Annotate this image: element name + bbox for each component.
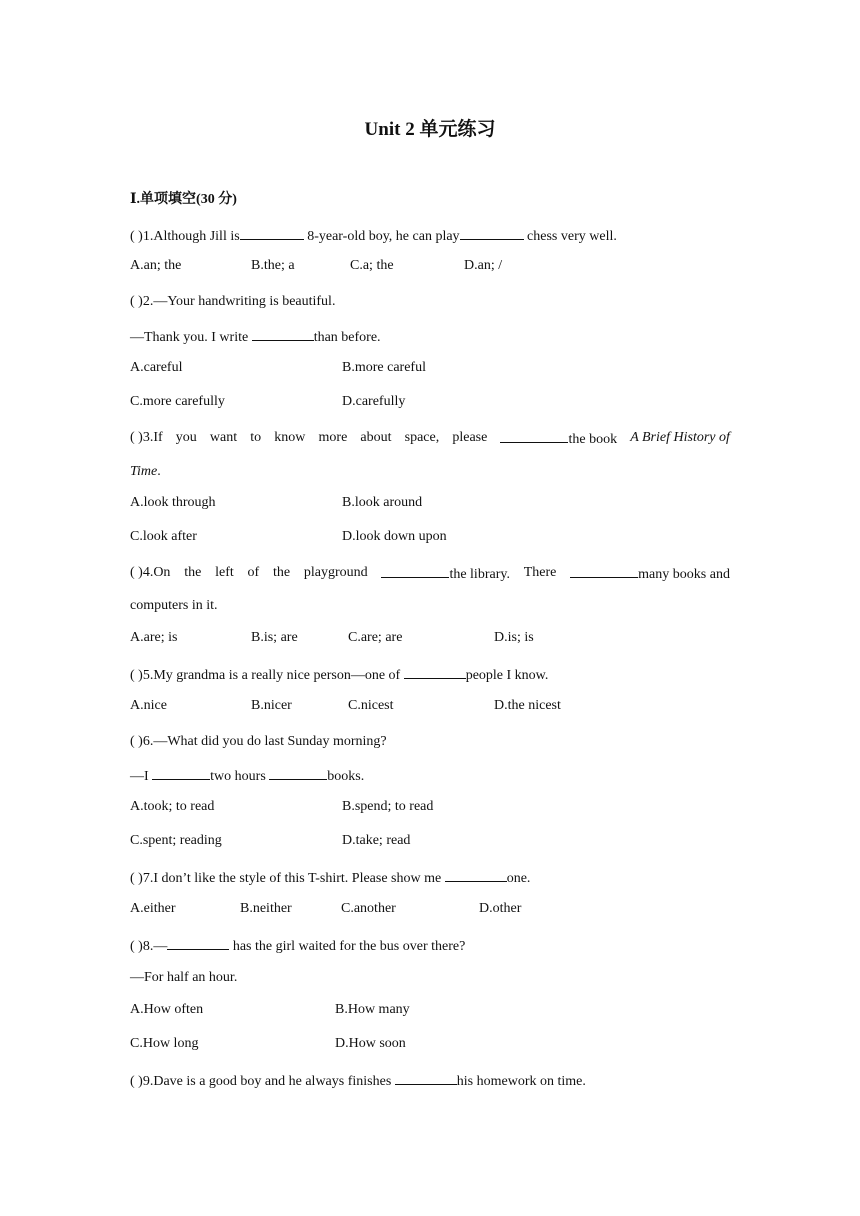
question-text: the book	[568, 432, 618, 447]
option-a: A.look through	[130, 495, 216, 510]
question-word: ( )4.On	[130, 565, 171, 580]
option-a: A.took; to read	[130, 799, 215, 814]
question-4-cont: computers in it.	[130, 598, 218, 613]
question-text: 7.I don’t like the style of this T-shirt. Please show me	[142, 871, 445, 886]
question-8	[130, 935, 730, 957]
option-a: A.How often	[130, 1002, 204, 1017]
answer-paren[interactable]: ( )	[130, 229, 143, 244]
question-word: of	[247, 565, 260, 580]
question-2-response	[130, 326, 730, 348]
question-text: —I	[130, 769, 153, 784]
option-b: B.more careful	[342, 360, 426, 375]
option-a: A.nice	[130, 698, 167, 713]
question-text: has the girl waited for the bus over there?	[229, 939, 466, 954]
option-b: B.How many	[335, 1002, 410, 1017]
question-text: the library.	[449, 567, 510, 582]
answer-blank	[500, 428, 568, 443]
answer-blank	[269, 765, 327, 780]
answer-paren[interactable]: ( )	[130, 871, 143, 886]
question-word: left	[215, 565, 234, 580]
question-word: know	[274, 430, 306, 445]
option-b: B.nicer	[251, 698, 292, 713]
answer-blank	[252, 326, 314, 341]
answer-blank	[460, 225, 524, 240]
question-4	[130, 563, 730, 585]
question-9	[130, 1070, 730, 1092]
option-a: A.careful	[130, 360, 183, 375]
answer-paren[interactable]: ( )	[130, 1074, 143, 1089]
answer-blank	[167, 935, 229, 950]
question-word: playground	[303, 565, 368, 580]
option-b: B.spend; to read	[342, 799, 434, 814]
question-word: about	[360, 430, 392, 445]
option-b: B.is; are	[251, 630, 298, 645]
question-word: space,	[404, 430, 440, 445]
option-d: D.other	[479, 901, 522, 916]
question-word: There	[523, 565, 557, 580]
question-text: 8.—	[142, 939, 168, 954]
option-b: B.the; a	[251, 258, 295, 273]
option-c: C.are; are	[348, 630, 403, 645]
question-5	[130, 664, 730, 686]
option-c: C.a; the	[350, 258, 394, 273]
question-text: 2.—Your handwriting is beautiful.	[142, 294, 336, 309]
question-word: please	[452, 430, 488, 445]
option-b: B.neither	[240, 901, 292, 916]
answer-blank	[152, 765, 210, 780]
question-text: 5.My grandma is a really nice person—one of	[142, 668, 404, 683]
option-a: A.either	[130, 901, 176, 916]
question-word: the	[184, 565, 202, 580]
option-c: C.spent; reading	[130, 833, 222, 848]
answer-blank	[240, 225, 304, 240]
question-text: two hours	[210, 769, 270, 784]
option-b: B.look around	[342, 495, 423, 510]
option-d: D.How soon	[335, 1036, 406, 1051]
section-heading: Ⅰ.单项填空(30 分)	[130, 192, 237, 207]
question-text: —Thank you. I write	[130, 330, 252, 345]
question-word: want	[209, 430, 238, 445]
question-8-response: —For half an hour.	[130, 970, 238, 985]
answer-blank	[381, 563, 449, 578]
option-d: D.look down upon	[342, 529, 447, 544]
question-text: one.	[506, 871, 531, 886]
question-word: to	[250, 430, 262, 445]
question-text: chess very well.	[523, 229, 617, 244]
answer-blank	[404, 664, 466, 679]
question-text: .	[157, 464, 161, 479]
answer-paren[interactable]: ( )	[130, 668, 143, 683]
question-word: the	[273, 565, 291, 580]
option-c: C.nicest	[348, 698, 394, 713]
option-a: A.are; is	[130, 630, 178, 645]
option-c: C.another	[341, 901, 396, 916]
question-text: people I know.	[465, 668, 549, 683]
question-text: books.	[327, 769, 365, 784]
question-text: 9.Dave is a good boy and he always finishes	[142, 1074, 395, 1089]
question-6-response	[130, 765, 730, 787]
answer-blank	[395, 1070, 457, 1085]
question-word: you	[175, 430, 197, 445]
option-d: D.take; read	[342, 833, 411, 848]
option-c: C.look after	[130, 529, 197, 544]
answer-paren[interactable]: ( )	[130, 734, 143, 749]
question-text: 6.—What did you do last Sunday morning?	[142, 734, 387, 749]
option-d: D.is; is	[494, 630, 534, 645]
question-1	[130, 225, 730, 247]
option-d: D.the nicest	[494, 698, 561, 713]
option-d: D.an; /	[464, 258, 503, 273]
option-c: C.more carefully	[130, 394, 225, 409]
answer-paren[interactable]: ( )	[130, 294, 143, 309]
page-title: Unit 2 单元练习	[364, 119, 496, 140]
answer-blank	[445, 867, 507, 882]
question-word: ( )3.If	[130, 430, 163, 445]
book-title: Time	[130, 464, 158, 479]
question-text: his homework on time.	[456, 1074, 586, 1089]
question-7	[130, 867, 730, 889]
option-d: D.carefully	[342, 394, 406, 409]
question-text: than before.	[313, 330, 381, 345]
question-text: many books and	[638, 567, 730, 582]
book-title: A Brief History of	[630, 430, 730, 445]
answer-paren[interactable]: ( )	[130, 939, 143, 954]
question-word: more	[318, 430, 348, 445]
question-3	[130, 428, 730, 450]
option-a: A.an; the	[130, 258, 182, 273]
question-text: 1.Although Jill is	[142, 229, 240, 244]
option-c: C.How long	[130, 1036, 199, 1051]
question-text: 8-year-old boy, he can play	[303, 229, 460, 244]
question-3-cont	[130, 462, 730, 482]
answer-blank	[570, 563, 638, 578]
question-2	[130, 292, 730, 312]
question-6	[130, 732, 730, 752]
